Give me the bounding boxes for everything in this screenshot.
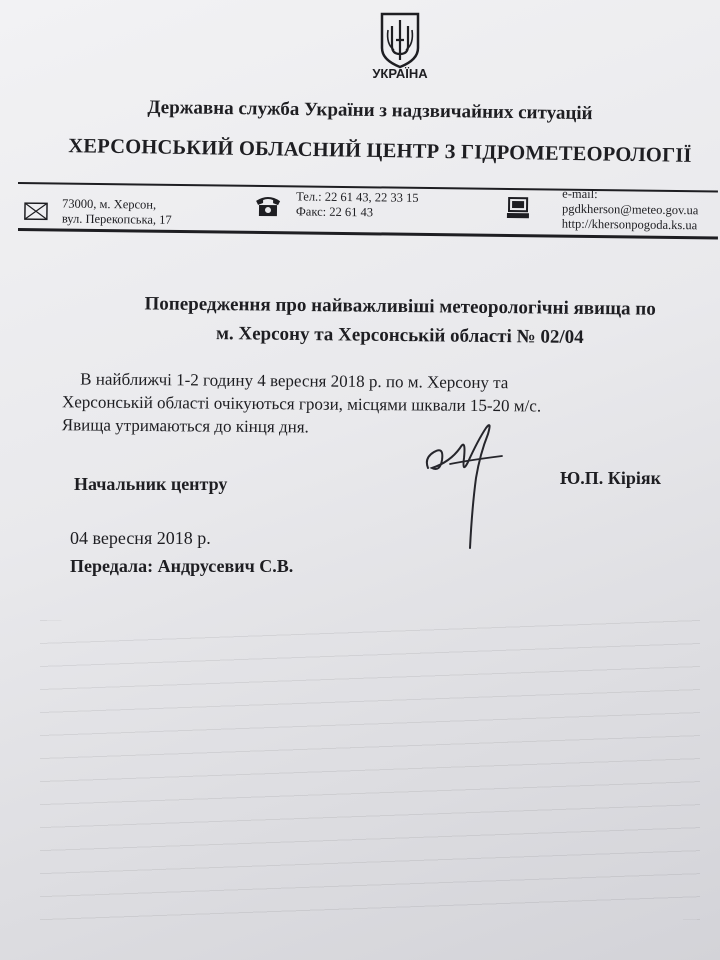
address-line-1: 73000, м. Херсон, [61, 196, 157, 212]
body-line-1: В найближчі 1-2 годину 4 вересня 2018 р. по м. Херсону та [80, 369, 509, 393]
address-line-2: вул. Перекопська, 17 [61, 211, 172, 227]
sent-by: Передала: Андрусевич С.В. [70, 556, 294, 576]
reverse-side-bleed-through [40, 620, 700, 920]
warning-body [62, 367, 683, 441]
envelope-icon [24, 202, 48, 220]
email-label: e-mail: [562, 186, 598, 202]
position-title: Начальник центру [74, 474, 228, 494]
country-name: УКРАЇНА [372, 66, 428, 81]
warning-title-line-1: Попередження про найважливіші метеорологічні явища по [144, 293, 656, 320]
email-address: pgdkherson@meteo.gov.ua [561, 201, 699, 218]
warning-title [90, 289, 711, 353]
phone-line: Тел.: 22 61 43, 22 33 15 [296, 189, 419, 205]
signatory-name: Ю.П. Кіріяк [560, 468, 661, 488]
fax-line: Факс: 22 61 43 [295, 204, 374, 220]
warning-title-line-2: м. Херсону та Херсонській області № 02/04 [215, 323, 584, 348]
document-date: 04 вересня 2018 р. [70, 528, 211, 548]
agency-name: Державна служба України з надзвичайних ситуацій [147, 96, 593, 125]
computer-icon [506, 196, 530, 220]
telephone-icon [254, 193, 282, 217]
handwritten-signature [420, 418, 510, 558]
center-name: ХЕРСОНСЬКИЙ ОБЛАСНИЙ ЦЕНТР З ГІДРОМЕТЕОРОЛОГІЇ [68, 135, 692, 167]
website-url: http://khersonpogoda.ks.ua [561, 216, 698, 233]
tryzub-icon [376, 10, 424, 70]
body-line-2: Херсонській області очікуються грози, місцями шквали 15-20 м/с. [61, 392, 542, 416]
body-line-3: Явища утримаються до кінця дня. [61, 415, 309, 437]
